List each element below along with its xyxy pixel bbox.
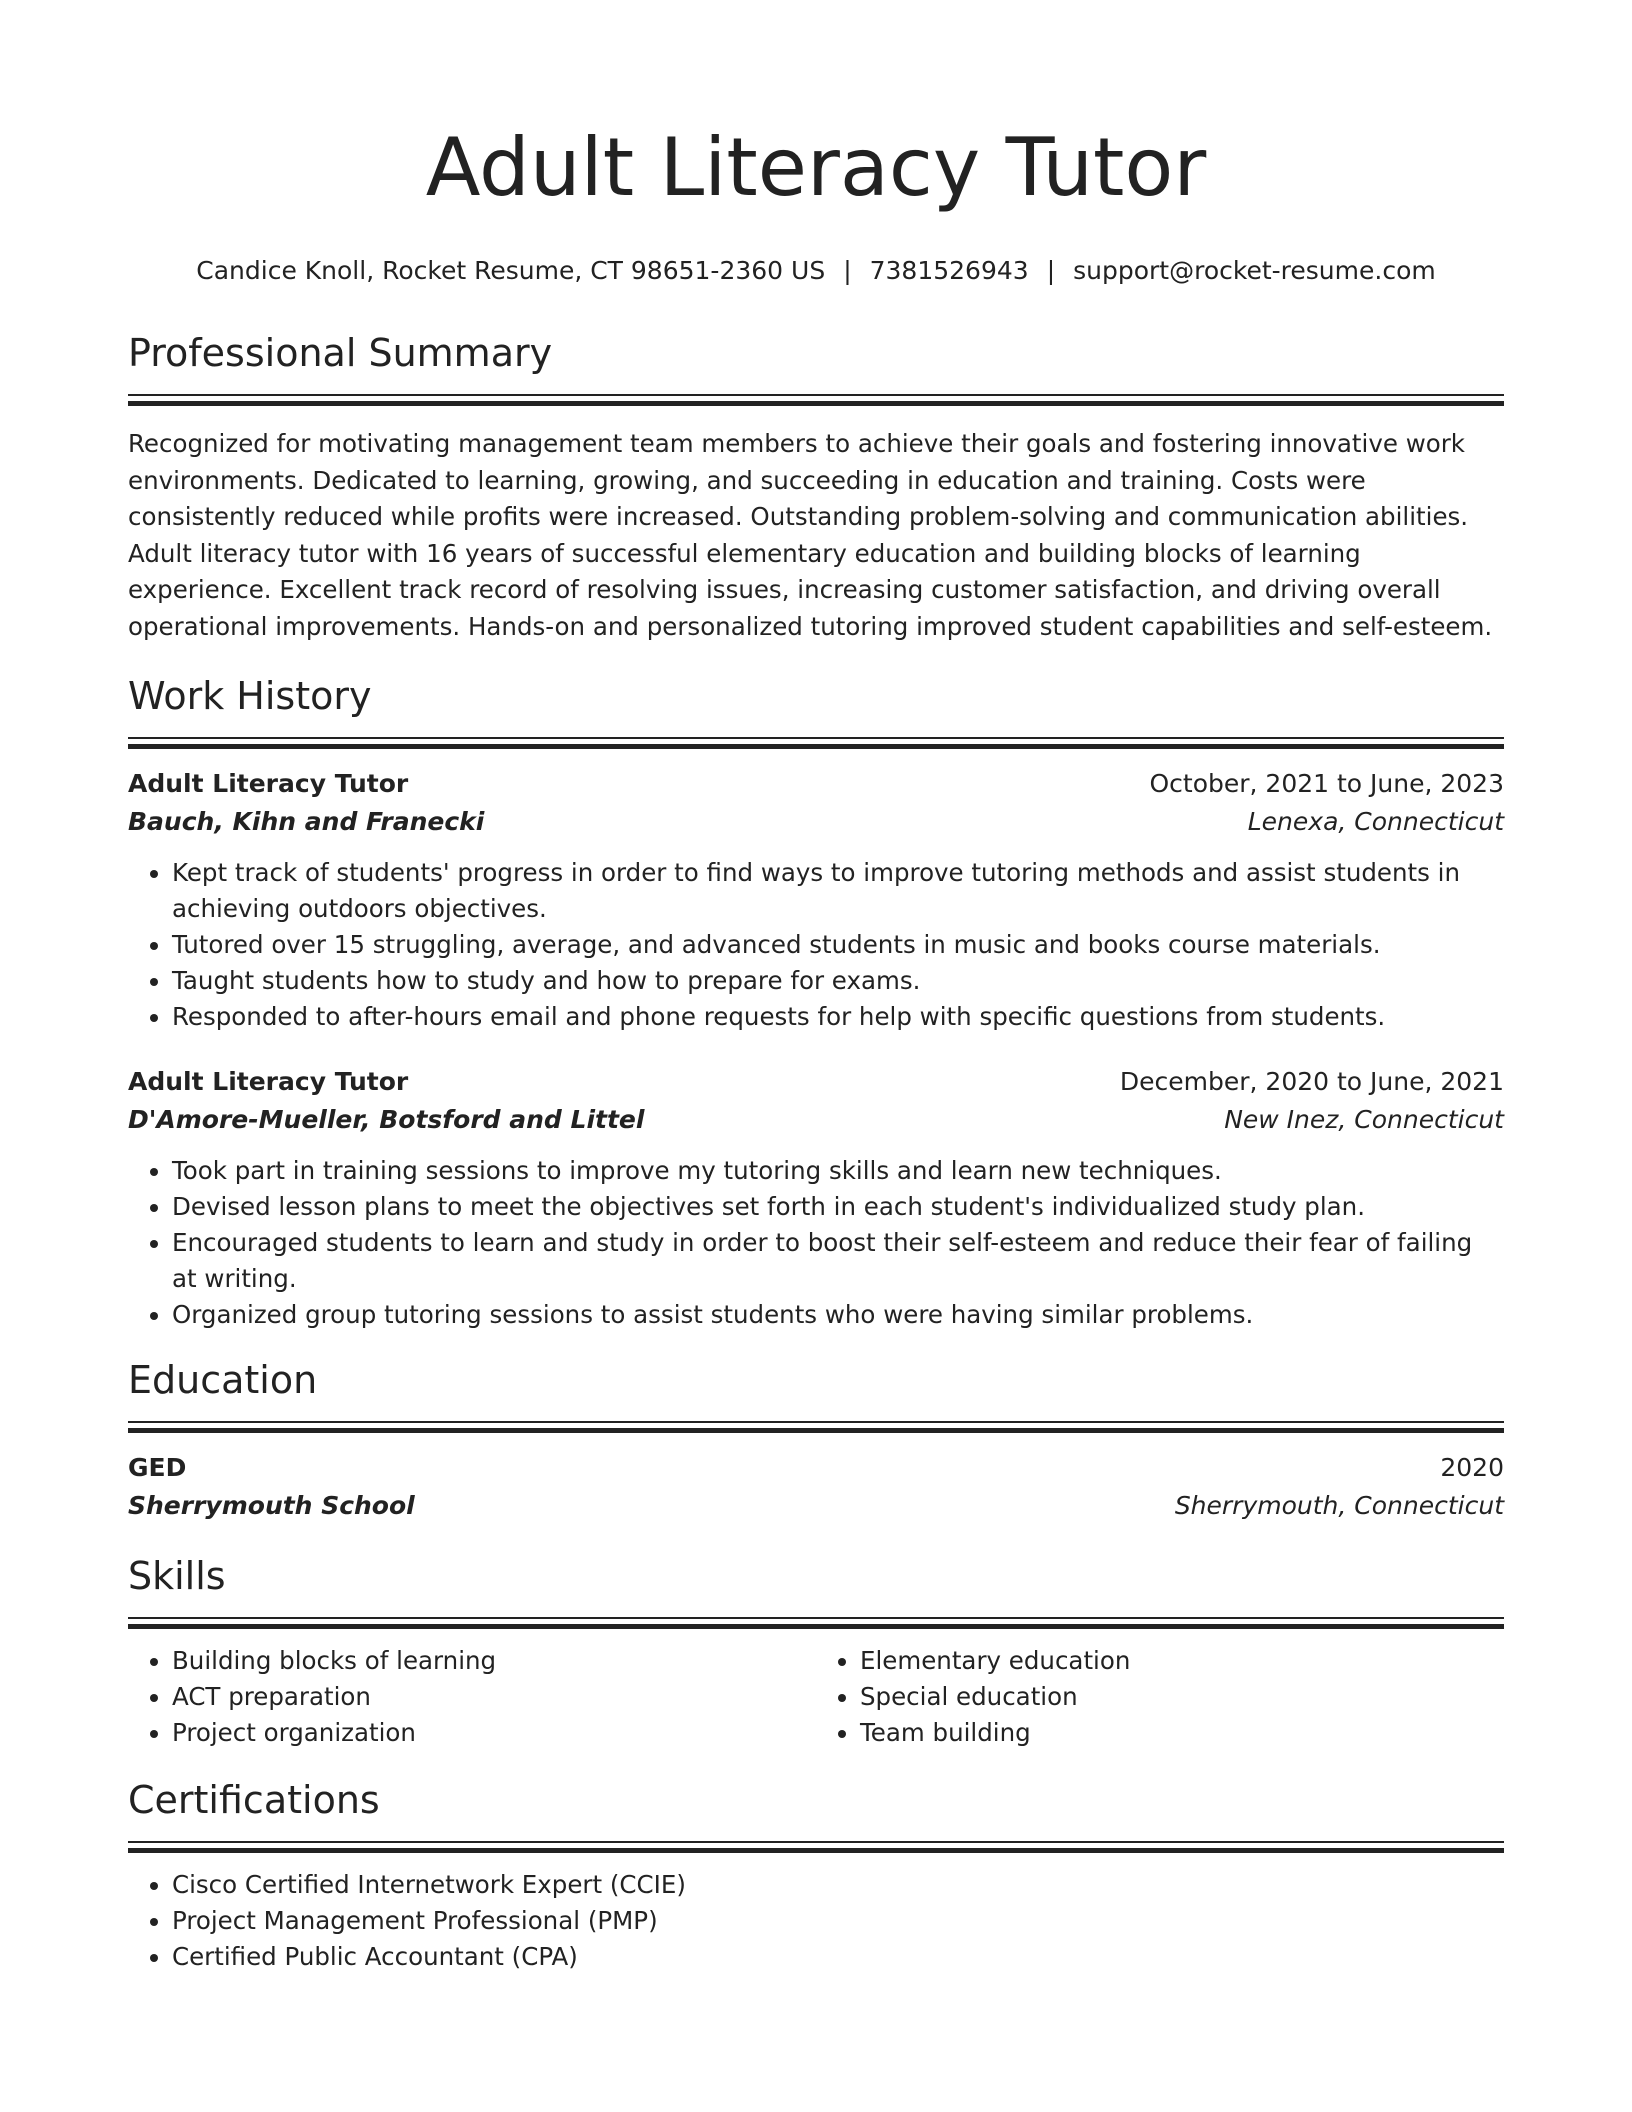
- list-item: • Elementary education: [860, 1643, 1504, 1679]
- summary-text: Recognized for motivating management team members to achieve their goals and fostering innovative work environments. Dedicated to learning, growing, and succeeding in education and training. Costs were consistently reduced while profits were increased. Outstanding problem-solving and communication abilities. Adult literacy tutor with 16 years of successful elementary education and building blocks of learning experience. Excellent track record of resolving issues, increasing customer satisfaction, and driving overall operational improvements. Hands-on and personalized tutoring improved student capabilities and self-esteem.: [128, 429, 1493, 641]
- education-location: Sherrymouth, Connecticut: [1174, 1491, 1504, 1520]
- job-subheader: [128, 1101, 1504, 1139]
- resume-title: Adult Literacy Tutor: [425, 121, 1207, 214]
- list-item: • Project Management Professional (PMP): [172, 1903, 1504, 1939]
- education-subheader: [128, 1487, 1504, 1525]
- education-school: Sherrymouth School: [128, 1491, 415, 1520]
- job-entry: [128, 765, 1504, 1035]
- education-degree: GED: [128, 1453, 187, 1482]
- summary-heading: Professional Summary: [128, 331, 553, 375]
- job-title: Adult Literacy Tutor: [128, 769, 409, 798]
- section-divider: [128, 1617, 1504, 1629]
- section-divider: [128, 1421, 1504, 1433]
- education-heading: Education: [128, 1358, 318, 1402]
- list-item: • Project organization: [172, 1715, 816, 1751]
- contact-separator: |: [1046, 256, 1056, 285]
- list-item: • Responded to after-hours email and phone requests for help with specific questions from students.: [172, 999, 1504, 1035]
- job-company: Bauch, Kihn and Franecki: [128, 807, 485, 836]
- job-title: Adult Literacy Tutor: [128, 1067, 409, 1096]
- job-header: [128, 1063, 1504, 1101]
- contact-separator: |: [843, 256, 852, 285]
- list-item: • Encouraged students to learn and study in order to boost their self-esteem and reduce their fear of failing at writing.: [172, 1225, 1504, 1297]
- list-item: • Organized group tutoring sessions to assist students who were having similar problems.: [172, 1297, 1504, 1333]
- job-company: D'Amore-Mueller, Botsford and Littel: [128, 1105, 645, 1134]
- education-header: [128, 1449, 1504, 1487]
- job-header: [128, 765, 1504, 803]
- section-divider: [128, 737, 1504, 749]
- contact-email: support@rocket-resume.com: [1073, 256, 1436, 285]
- work-heading: Work History: [128, 674, 372, 718]
- list-item: • Devised lesson plans to meet the objectives set forth in each student's individualized study plan.: [172, 1189, 1504, 1225]
- job-bullets: [128, 1153, 1504, 1333]
- work-section: [128, 671, 1504, 1333]
- job-entry: [128, 1063, 1504, 1333]
- certifications-heading: Certifications: [128, 1778, 380, 1822]
- certifications-section: [128, 1775, 1504, 1975]
- contact-address: Candice Knoll, Rocket Resume, CT 98651-2360 US: [196, 256, 826, 285]
- job-dates: October, 2021 to June, 2023: [1149, 769, 1504, 798]
- certifications-list: [128, 1867, 1504, 1975]
- list-item: • Kept track of students' progress in order to find ways to improve tutoring methods and assist students in achieving outdoors objectives.: [172, 855, 1504, 927]
- job-dates: December, 2020 to June, 2021: [1119, 1067, 1504, 1096]
- skills-list-left: [128, 1643, 816, 1751]
- job-location: New Inez, Connecticut: [1224, 1105, 1504, 1134]
- job-bullets: [128, 855, 1504, 1035]
- list-item: • ACT preparation: [172, 1679, 816, 1715]
- education-section: [128, 1355, 1504, 1525]
- list-item: • Cisco Certified Internetwork Expert (CCIE): [172, 1867, 1504, 1903]
- section-divider: [128, 394, 1504, 406]
- list-item: • Took part in training sessions to improve my tutoring skills and learn new techniques.: [172, 1153, 1504, 1189]
- list-item: • Tutored over 15 struggling, average, and advanced students in music and books course materials.: [172, 927, 1504, 963]
- skills-columns: [128, 1643, 1504, 1751]
- list-item: • Team building: [860, 1715, 1504, 1751]
- section-divider: [128, 1841, 1504, 1853]
- contact-phone: 7381526943: [869, 256, 1029, 285]
- skills-list-right: [816, 1643, 1504, 1751]
- job-location: Lenexa, Connecticut: [1247, 807, 1504, 836]
- skills-section: [128, 1551, 1504, 1751]
- list-item: • Special education: [860, 1679, 1504, 1715]
- job-subheader: [128, 803, 1504, 841]
- education-entry: [128, 1449, 1504, 1525]
- education-year: 2020: [1440, 1453, 1504, 1482]
- contact-line: [128, 254, 1504, 288]
- list-item: • Certified Public Accountant (CPA): [172, 1939, 1504, 1975]
- list-item: • Building blocks of learning: [172, 1643, 816, 1679]
- summary-section: [128, 328, 1504, 645]
- list-item: • Taught students how to study and how to prepare for exams.: [172, 963, 1504, 999]
- skills-heading: Skills: [128, 1554, 226, 1598]
